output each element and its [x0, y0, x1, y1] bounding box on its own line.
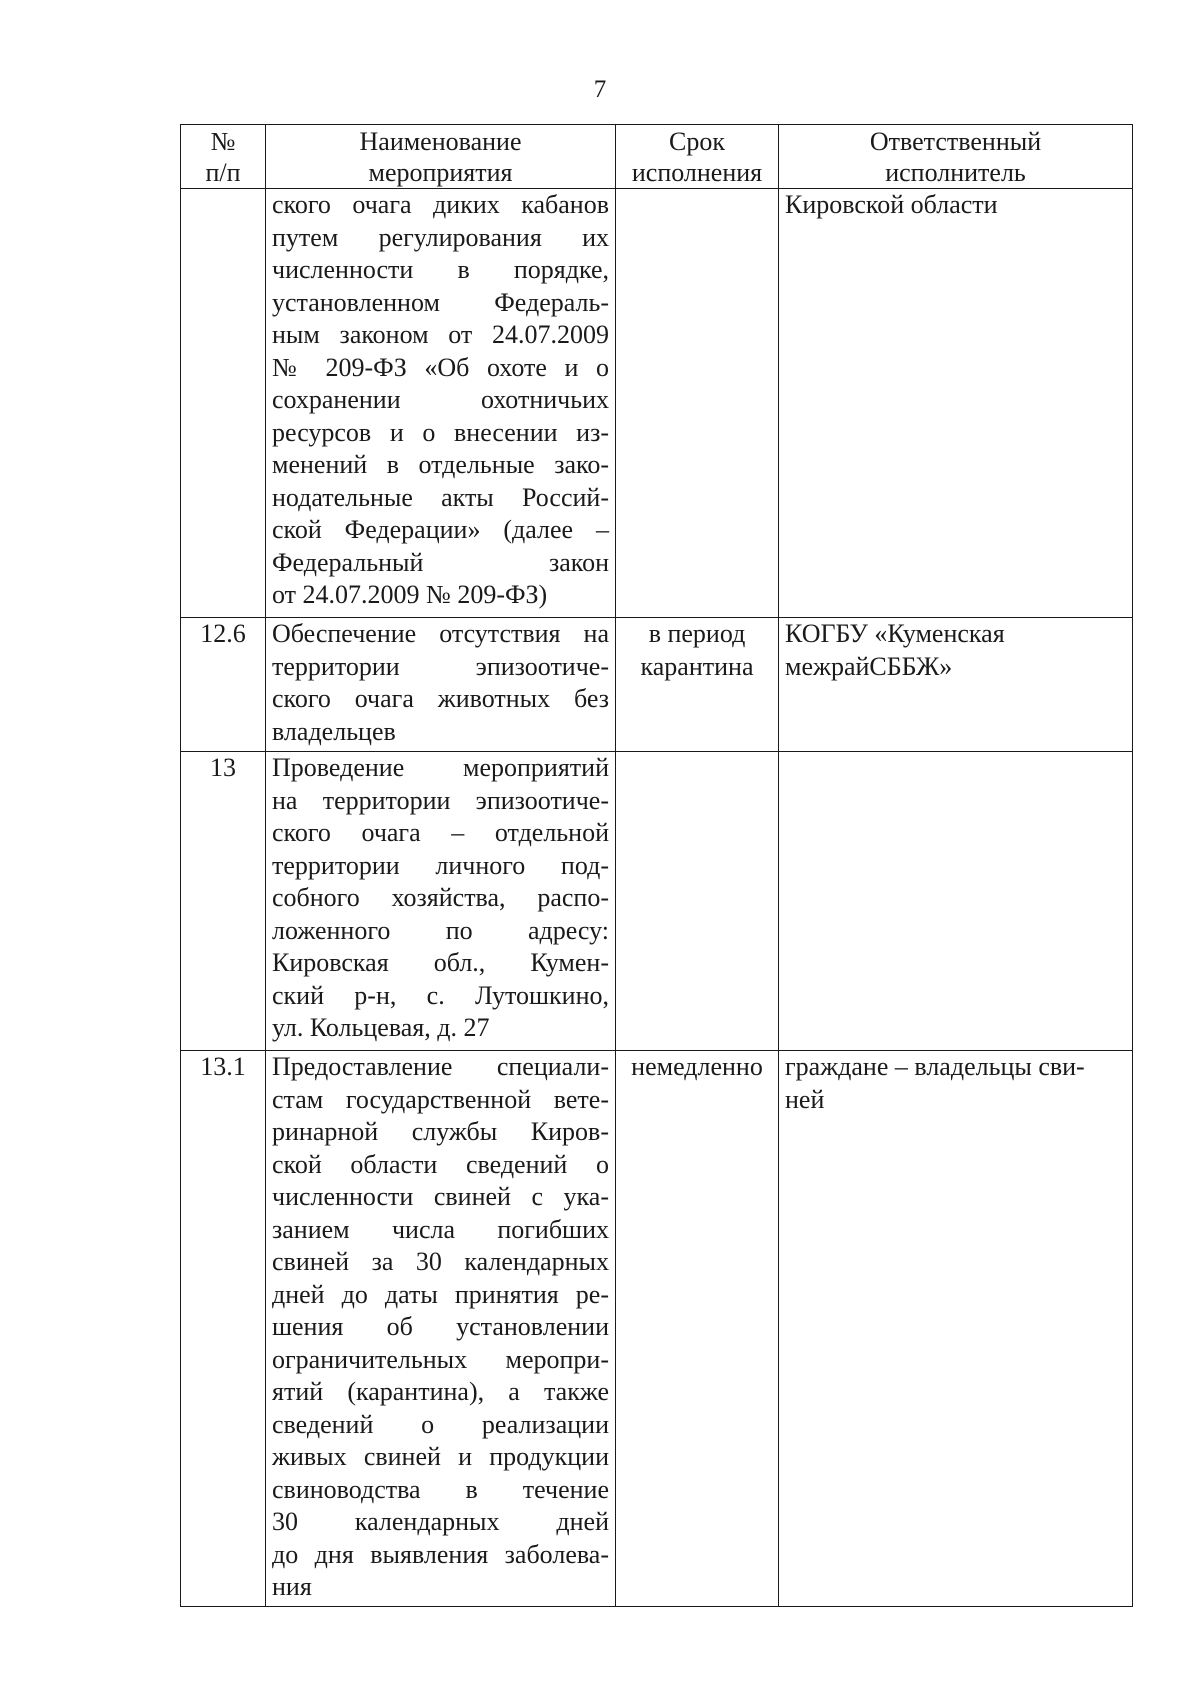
text-line: Федеральный закон	[272, 547, 609, 577]
text-line: сохранении охотничьих	[272, 385, 609, 414]
measure-name	[266, 618, 616, 752]
row-number: 13.1	[181, 1051, 266, 1607]
text-line: ского очага животных без	[272, 684, 609, 713]
measures-table	[180, 124, 1133, 1607]
text-line: ятий (карантина), а также	[272, 1377, 609, 1406]
text-line: КОГБУ «Куменская	[785, 619, 1005, 648]
text-line: свиноводства в течение	[272, 1474, 609, 1504]
text-line: ресурсов и о внесении из-	[272, 417, 609, 447]
text-line: численности в порядке,	[272, 255, 609, 284]
measure-name	[266, 189, 616, 618]
header-line: п/п	[205, 158, 241, 187]
header-number	[181, 125, 266, 189]
row-number	[181, 189, 266, 618]
text-line: Кировской области	[785, 190, 998, 219]
text-line: № 209-ФЗ «Об охоте и о	[272, 352, 609, 382]
text-line: собного хозяйства, распо-	[272, 883, 609, 912]
text-line: ский р-н, с. Лутошкино,	[272, 980, 609, 1010]
text-line: ограничительных меропри-	[272, 1344, 609, 1374]
row-number: 12.6	[181, 618, 266, 752]
header-name	[266, 125, 616, 189]
text-line: 30 календарных дней	[272, 1507, 609, 1536]
measure-responsible	[779, 618, 1133, 752]
text-line: ным законом от 24.07.2009	[272, 320, 609, 349]
header-line: Наименование	[359, 127, 522, 156]
header-line: Срок	[669, 127, 725, 156]
text-line: Кировская обл., Кумен-	[272, 948, 609, 977]
text-line: немедленно	[631, 1052, 763, 1081]
header-line: исполнения	[631, 158, 763, 187]
text-line: в период	[648, 619, 746, 648]
text-line: сведений о реализации	[272, 1409, 609, 1439]
text-line: шения об установлении	[272, 1312, 609, 1341]
text-line: Обеспечение отсутствия на	[272, 619, 609, 648]
text-line: территории личного под-	[272, 850, 609, 880]
text-line: на территории эпизоотиче-	[272, 785, 609, 815]
header-line: №	[210, 127, 236, 156]
table-header-row	[181, 125, 1133, 189]
text-line: нодательные акты Россий-	[272, 482, 609, 512]
text-line: Предоставление специали-	[272, 1052, 609, 1081]
measure-responsible	[779, 189, 1133, 618]
header-line: Ответственный	[869, 127, 1042, 156]
measure-term	[616, 189, 779, 618]
text-line: свиней за 30 календарных	[272, 1247, 609, 1276]
table-row	[181, 1051, 1133, 1607]
text-line: установленном Федераль-	[272, 287, 609, 317]
measure-name	[266, 1051, 616, 1607]
text-line: ской области сведений о	[272, 1149, 609, 1179]
table-row	[181, 189, 1133, 618]
text-line: стам государственной вете-	[272, 1084, 609, 1114]
text-line: ул. Кольцевая, д. 27	[272, 1013, 490, 1042]
measure-term	[616, 618, 779, 752]
text-line: живых свиней и продукции	[272, 1442, 609, 1471]
text-line: ского очага диких кабанов	[272, 190, 609, 219]
measure-responsible	[779, 752, 1133, 1051]
measure-name	[266, 752, 616, 1051]
text-line: ложенного по адресу:	[272, 915, 609, 945]
text-line: численности свиней с ука-	[272, 1182, 609, 1211]
header-term	[616, 125, 779, 189]
text-line: Проведение мероприятий	[272, 753, 609, 782]
text-line: ринарной службы Киров-	[272, 1117, 609, 1146]
text-line: ней	[785, 1084, 825, 1114]
text-line: путем регулирования их	[272, 222, 609, 252]
page-number: 7	[593, 76, 607, 103]
table-row	[181, 752, 1133, 1051]
text-line: территории эпизоотиче-	[272, 651, 609, 681]
text-line: от 24.07.2009 № 209-ФЗ)	[272, 580, 548, 609]
text-line: ского очага – отдельной	[272, 818, 609, 847]
text-line: дней до даты принятия ре-	[272, 1279, 609, 1309]
text-line: менений в отдельные зако-	[272, 450, 609, 479]
text-line: до дня выявления заболева-	[272, 1539, 609, 1569]
text-line: карантина	[640, 651, 754, 681]
text-line: занием числа погибших	[272, 1214, 609, 1244]
table-row	[181, 618, 1133, 752]
measure-term	[616, 752, 779, 1051]
text-line: межрайСББЖ»	[785, 651, 953, 681]
measure-term	[616, 1051, 779, 1607]
text-line: граждане – владельцы сви-	[785, 1052, 1085, 1081]
row-number: 13	[181, 752, 266, 1051]
text-line: ской Федерации» (далее –	[272, 515, 609, 544]
header-responsible	[779, 125, 1133, 189]
text-line: владельцев	[272, 716, 396, 746]
header-line: исполнитель	[885, 158, 1026, 187]
header-line: мероприятия	[368, 158, 513, 187]
measure-responsible	[779, 1051, 1133, 1607]
text-line: ния	[272, 1572, 312, 1601]
